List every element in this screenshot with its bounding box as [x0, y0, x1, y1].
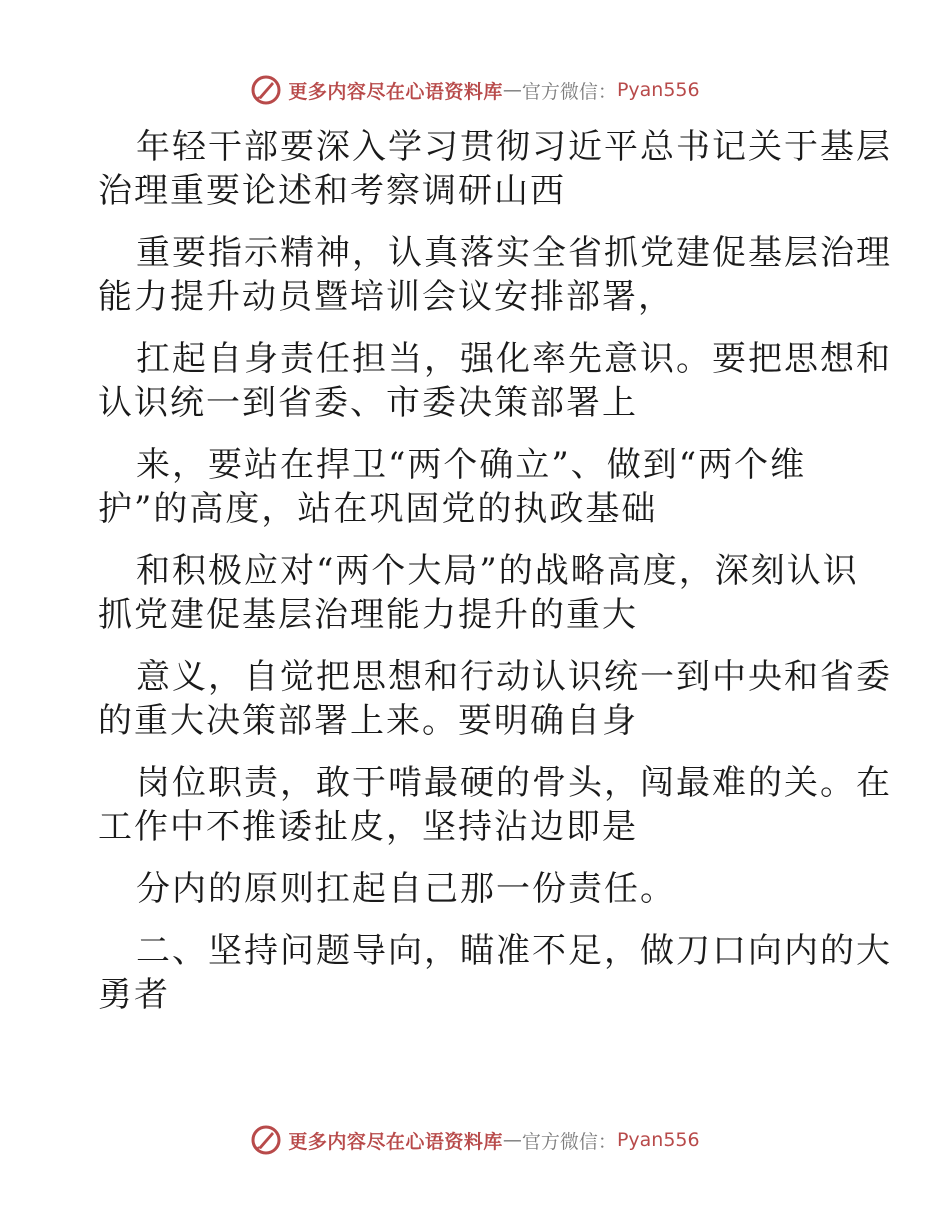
paragraph-line: 的重大决策部署上来。要明确自身 — [98, 701, 638, 741]
paragraph-line: 扛起自身责任担当，强化率先意识。要把思想和 — [136, 339, 892, 379]
section-heading-line: 勇者 — [98, 975, 170, 1015]
footer-banner — [0, 1120, 950, 1160]
header-wechat-label: 官方微信： — [521, 80, 617, 103]
section-heading-line: 二、坚持问题导向，瞄准不足，做刀口向内的大 — [136, 931, 892, 971]
paragraph-line: 抓党建促基层治理能力提升的重大 — [98, 595, 638, 635]
header-separator: — — [502, 79, 522, 101]
paragraph-line: 年轻干部要深入学习贯彻习近平总书记关于基层 — [136, 127, 892, 167]
feather-pen-logo-icon — [250, 1124, 282, 1156]
paragraph-line: 来，要站在捍卫“两个确立”、做到“两个维 — [136, 445, 807, 485]
paragraph-line: 岗位职责，敢于啃最硬的骨头，闯最难的关。在 — [136, 763, 892, 803]
header-account-id: Pyan556 — [616, 79, 700, 101]
paragraph-line: 认识统一到省委、市委决策部署上 — [98, 383, 638, 423]
header-banner — [0, 70, 950, 110]
footer-promo-text: 更多内容尽在心语资料库 — [288, 1130, 503, 1153]
footer-separator: — — [502, 1129, 522, 1151]
paragraph-line: 治理重要论述和考察调研山西 — [98, 171, 566, 211]
paragraph-line: 重要指示精神，认真落实全省抓党建促基层治理 — [136, 233, 892, 273]
footer-account-id: Pyan556 — [616, 1129, 700, 1151]
footer-wechat-label: 官方微信： — [521, 1130, 617, 1153]
paragraph-line: 工作中不推诿扯皮，坚持沾边即是 — [98, 807, 638, 847]
document-body — [98, 125, 892, 1017]
paragraph-line: 意义，自觉把思想和行动认识统一到中央和省委 — [136, 657, 892, 697]
paragraph-line: 分内的原则扛起自己那一份责任。 — [136, 869, 676, 909]
feather-pen-logo-icon — [250, 74, 282, 106]
paragraph-line: 和积极应对“两个大局”的战略高度，深刻认识 — [136, 551, 859, 591]
paragraph-line: 能力提升动员暨培训会议安排部署， — [98, 277, 674, 317]
header-promo-text: 更多内容尽在心语资料库 — [288, 80, 503, 103]
paragraph-line: 护”的高度，站在巩固党的执政基础 — [98, 489, 658, 529]
